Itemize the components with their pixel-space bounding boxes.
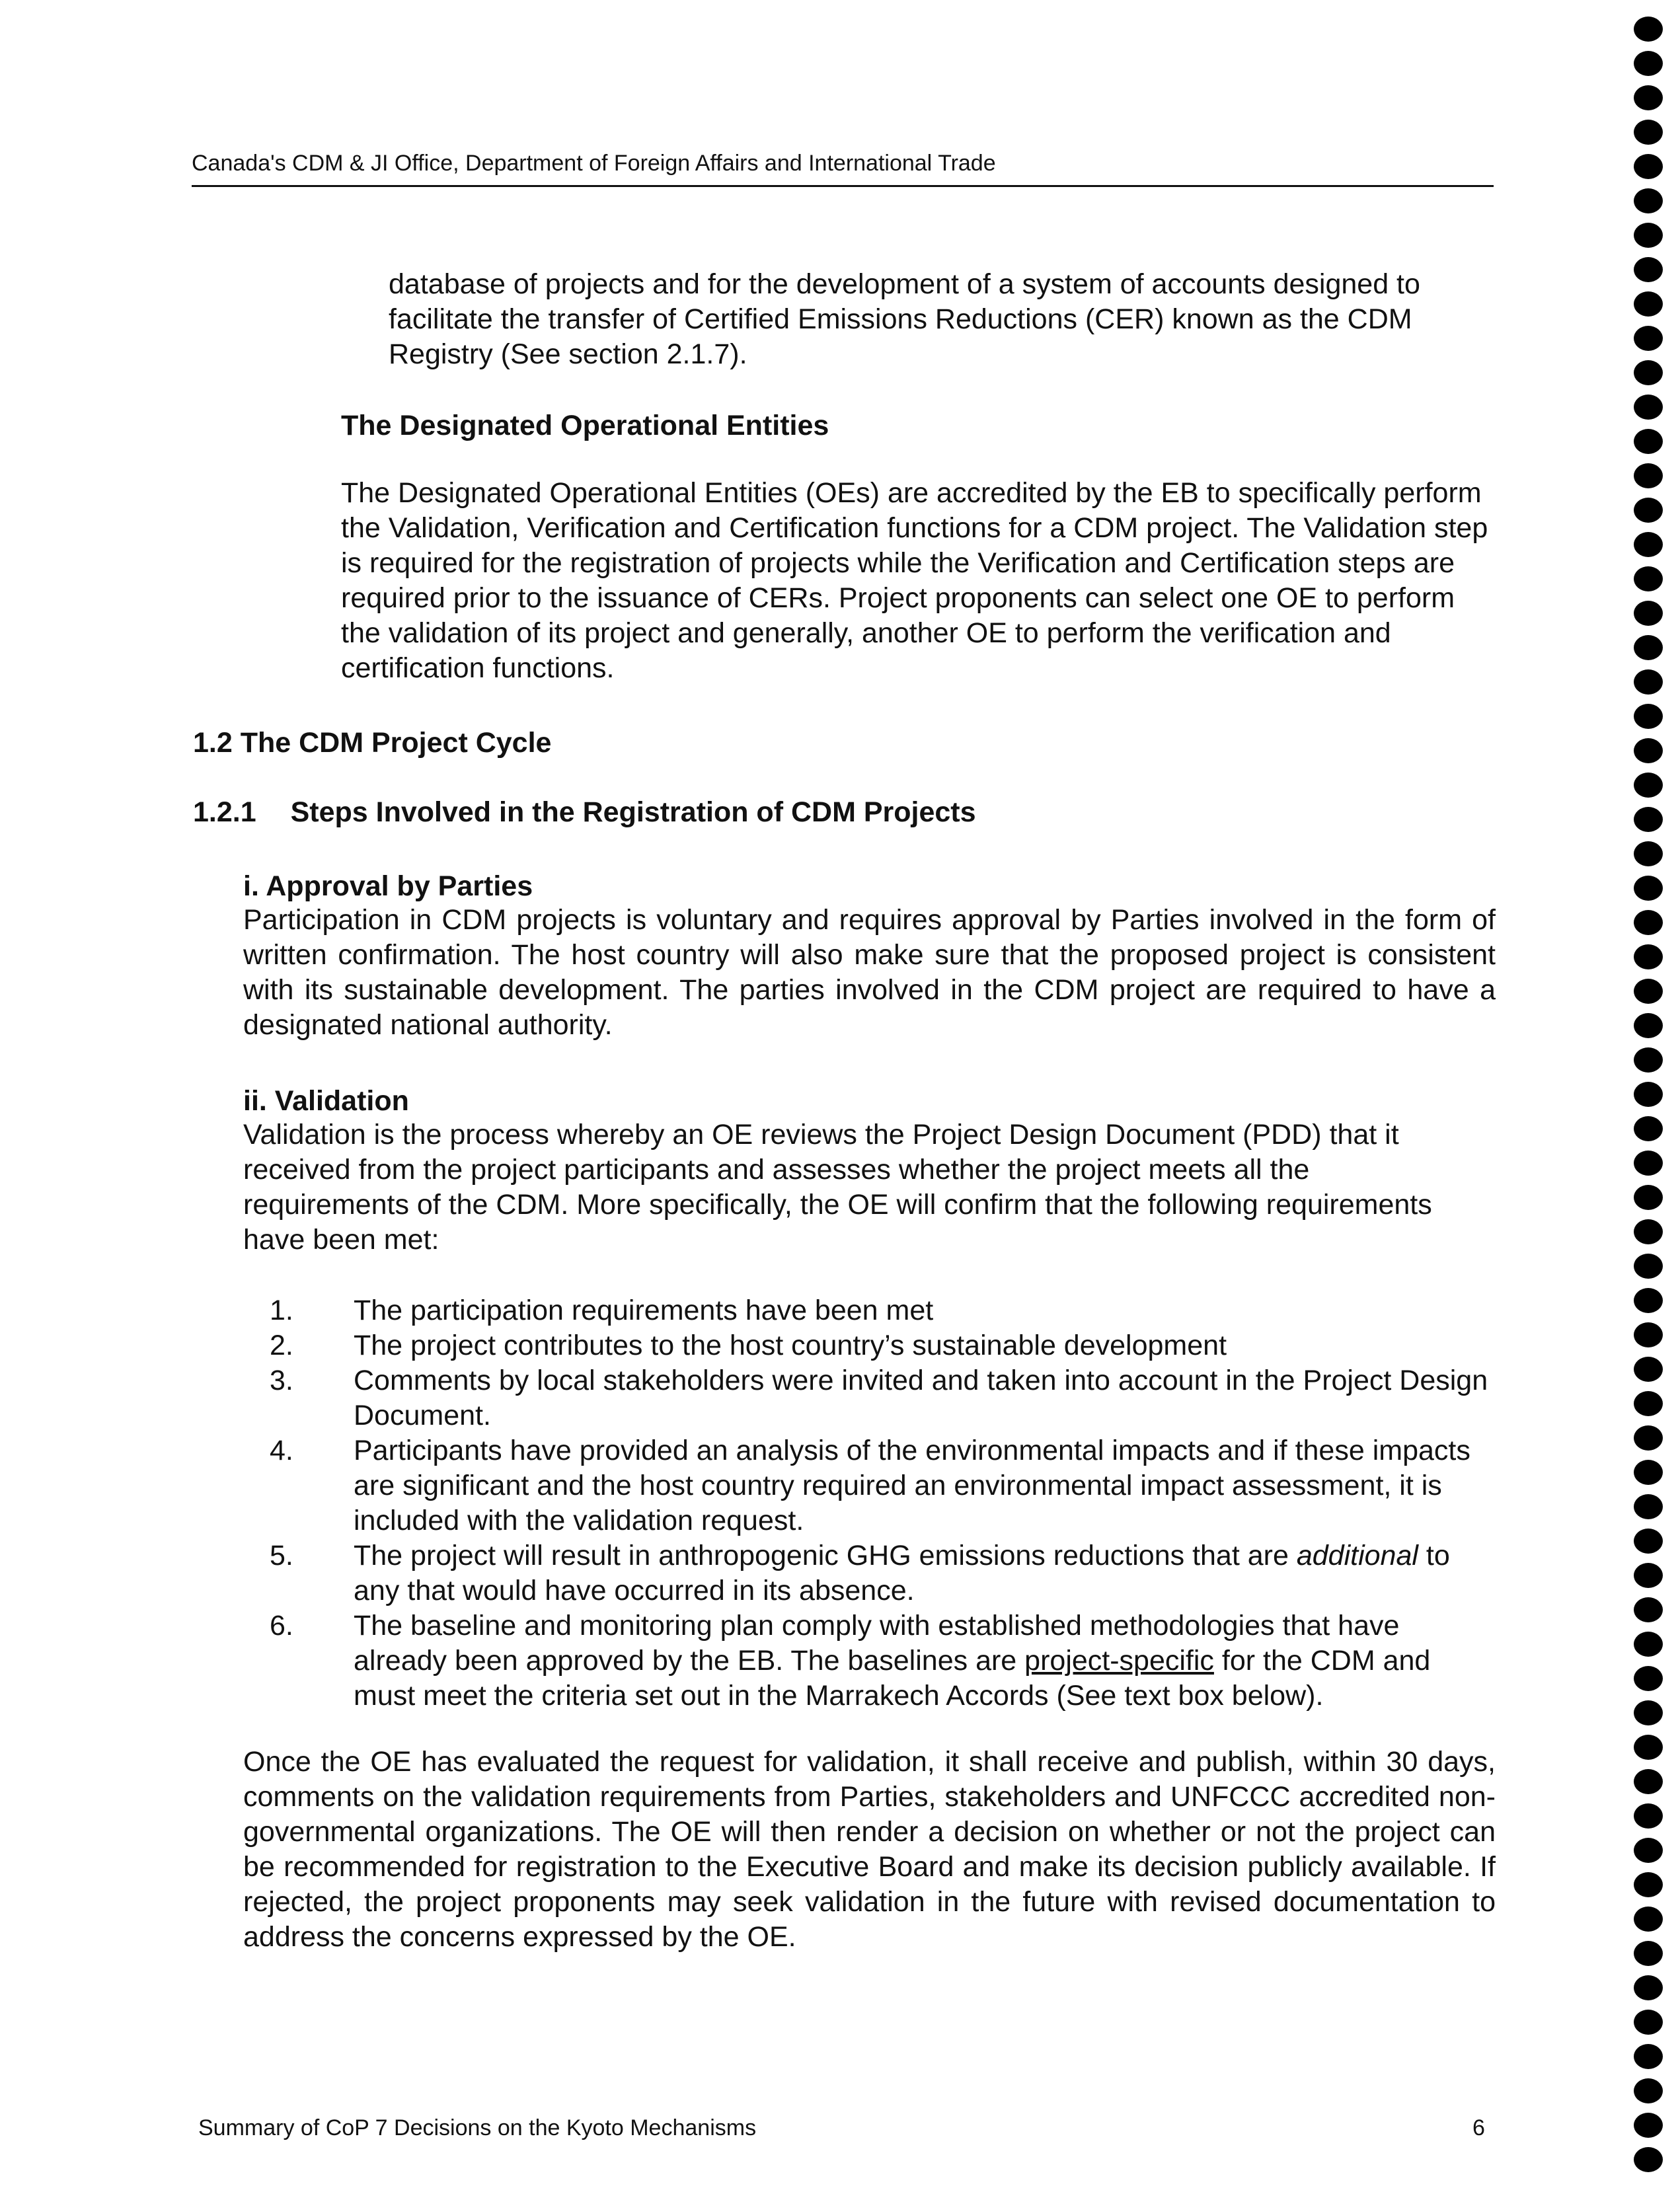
approval-body: Participation in CDM projects is voluntary and requires approval by Parties involved in the form of written confirmation. The host country will also make sure that the proposed project is consistent with its sustainable development. The parties involved in the CDM project are required to have a designated national authority.	[243, 904, 1496, 1041]
binding-hole	[1634, 979, 1663, 1004]
list-item-text-start: The project will result in anthropogenic GHG emissions reductions that are	[354, 1540, 1297, 1571]
list-item-text-end: to any that would have occurred in its absence.	[354, 1540, 1450, 1606]
binding-hole	[1634, 223, 1663, 248]
binding-hole	[1634, 1907, 1663, 1932]
binding-hole	[1634, 1941, 1663, 1966]
binding-hole	[1634, 429, 1663, 454]
binding-hole	[1634, 1047, 1663, 1073]
binding-hole	[1634, 601, 1663, 626]
footer-title: Summary of CoP 7 Decisions on the Kyoto Mechanisms	[198, 2115, 757, 2140]
binding-hole	[1634, 566, 1663, 591]
binding-hole	[1634, 188, 1663, 213]
binding-holes	[1634, 17, 1673, 2192]
list-item-number: 1.	[270, 1295, 293, 1326]
binding-hole	[1634, 1529, 1663, 1554]
list-item	[241, 1433, 1497, 1538]
binding-hole	[1634, 532, 1663, 557]
list-item	[241, 1293, 1497, 1328]
validation-body: Validation is the process whereby an OE reviews the Project Design Document (PDD) that it received from the project participants and assesses whether the project meets all the requirements of the CDM. More specifically, the OE will confirm that the following requirements have been met:	[243, 1119, 1432, 1256]
binding-hole	[1634, 2044, 1663, 2069]
binding-hole	[1634, 1322, 1663, 1347]
binding-hole	[1634, 1460, 1663, 1485]
binding-hole	[1634, 669, 1663, 695]
binding-hole	[1634, 120, 1663, 145]
binding-hole	[1634, 1185, 1663, 1210]
running-header: Canada's CDM & JI Office, Department of Foreign Affairs and International Trade	[192, 148, 1494, 187]
list-item-text: Comments by local stakeholders were invited and taken into account in the Project Design Document.	[354, 1365, 1488, 1431]
list-item	[241, 1538, 1497, 1608]
binding-hole	[1634, 1219, 1663, 1244]
binding-hole	[1634, 841, 1663, 866]
validation-heading: ii. Validation	[243, 1085, 409, 1117]
list-item-text: Participants have provided an analysis of the environmental impacts and if these impacts are significant and the host country required an environmental impact assessment, it is included with the validation request.	[354, 1435, 1470, 1536]
binding-hole	[1634, 1254, 1663, 1279]
binding-hole	[1634, 1666, 1663, 1691]
binding-hole	[1634, 1494, 1663, 1519]
binding-hole	[1634, 807, 1663, 832]
binding-hole	[1634, 2078, 1663, 2103]
binding-hole	[1634, 1838, 1663, 1863]
binding-hole	[1634, 1769, 1663, 1794]
binding-hole	[1634, 257, 1663, 282]
list-item-number: 6.	[270, 1610, 293, 1642]
binding-hole	[1634, 2113, 1663, 2138]
section-title: Steps Involved in the Registration of CDM Projects	[290, 796, 976, 828]
binding-hole	[1634, 1288, 1663, 1313]
binding-hole	[1634, 395, 1663, 420]
binding-hole	[1634, 85, 1663, 110]
binding-hole	[1634, 1872, 1663, 1897]
binding-hole	[1634, 1700, 1663, 1725]
binding-hole	[1634, 360, 1663, 385]
binding-hole	[1634, 2010, 1663, 2035]
list-item-text-end: for the CDM and must meet the criteria set out in the Marrakech Accords (See text box below).	[354, 1645, 1431, 1712]
binding-hole	[1634, 1563, 1663, 1588]
approval-heading: i. Approval by Parties	[243, 870, 533, 902]
section-1-2-heading: 1.2 The CDM Project Cycle	[193, 727, 552, 759]
binding-hole	[1634, 17, 1663, 42]
emphasis-additional: additional	[1296, 1540, 1418, 1571]
binding-hole	[1634, 498, 1663, 523]
binding-hole	[1634, 291, 1663, 317]
binding-hole	[1634, 1425, 1663, 1451]
binding-hole	[1634, 1357, 1663, 1382]
intro-paragraph: database of projects and for the development of a system of accounts designed to facilitate the transfer of Certified Emissions Reductions (CER) known as the CDM Registry (See section 2.1.7).	[389, 268, 1420, 370]
binding-hole	[1634, 738, 1663, 763]
binding-hole	[1634, 704, 1663, 729]
section-1-2-1-heading	[193, 795, 976, 830]
list-item-number: 3.	[270, 1365, 293, 1396]
binding-hole	[1634, 1597, 1663, 1622]
binding-hole	[1634, 1735, 1663, 1760]
list-item-number: 2.	[270, 1330, 293, 1361]
binding-hole	[1634, 773, 1663, 798]
section-number: 1.2.1	[193, 796, 256, 828]
list-item-text: The participation requirements have been met	[354, 1295, 934, 1326]
page-number: 6	[1472, 2115, 1485, 2140]
doe-body: The Designated Operational Entities (OEs) are accredited by the EB to specifically perform the Validation, Verification and Certification functions for a CDM project. The Validation step is required for the registration of projects while the Verification and Certification steps are required prior to the issuance of CERs. Project proponents can select one OE to perform the validation of its project and generally, another OE to perform the verification and certification functions.	[341, 477, 1488, 684]
binding-hole	[1634, 1082, 1663, 1107]
list-item-text-start: The baseline and monitoring plan comply with established methodologies that have already been approved by the EB. The baselines are	[354, 1610, 1400, 1677]
binding-hole	[1634, 1975, 1663, 2000]
binding-hole	[1634, 463, 1663, 488]
list-item	[241, 1328, 1497, 1363]
validation-closing-paragraph: Once the OE has evaluated the request for validation, it shall receive and publish, within 30 days, comments on the validation requirements from Parties, stakeholders and UNFCCC accredited non-governmental organizations. The OE will then render a decision on whether or not the project can be recommended for registration to the Executive Board and make its decision publicly available. If rejected, the project proponents may seek validation in the future with revised documentation to address the concerns expressed by the OE.	[243, 1746, 1496, 1953]
binding-hole	[1634, 1803, 1663, 1829]
list-item	[241, 1363, 1497, 1433]
doe-heading: The Designated Operational Entities	[341, 410, 829, 441]
binding-hole	[1634, 2147, 1663, 2172]
list-item-number: 5.	[270, 1540, 293, 1571]
binding-hole	[1634, 910, 1663, 935]
list-item-text: The project contributes to the host country’s sustainable development	[354, 1330, 1227, 1361]
binding-hole	[1634, 1116, 1663, 1141]
binding-hole	[1634, 876, 1663, 901]
binding-hole	[1634, 1632, 1663, 1657]
binding-hole	[1634, 1391, 1663, 1416]
binding-hole	[1634, 1151, 1663, 1176]
list-item-number: 4.	[270, 1435, 293, 1466]
binding-hole	[1634, 154, 1663, 179]
binding-hole	[1634, 635, 1663, 660]
binding-hole	[1634, 1013, 1663, 1038]
binding-hole	[1634, 944, 1663, 969]
list-item	[241, 1608, 1497, 1714]
binding-hole	[1634, 51, 1663, 76]
validation-requirements-list	[241, 1293, 1497, 1714]
underlined-project-specific: project-specific	[1024, 1645, 1214, 1677]
binding-hole	[1634, 326, 1663, 351]
